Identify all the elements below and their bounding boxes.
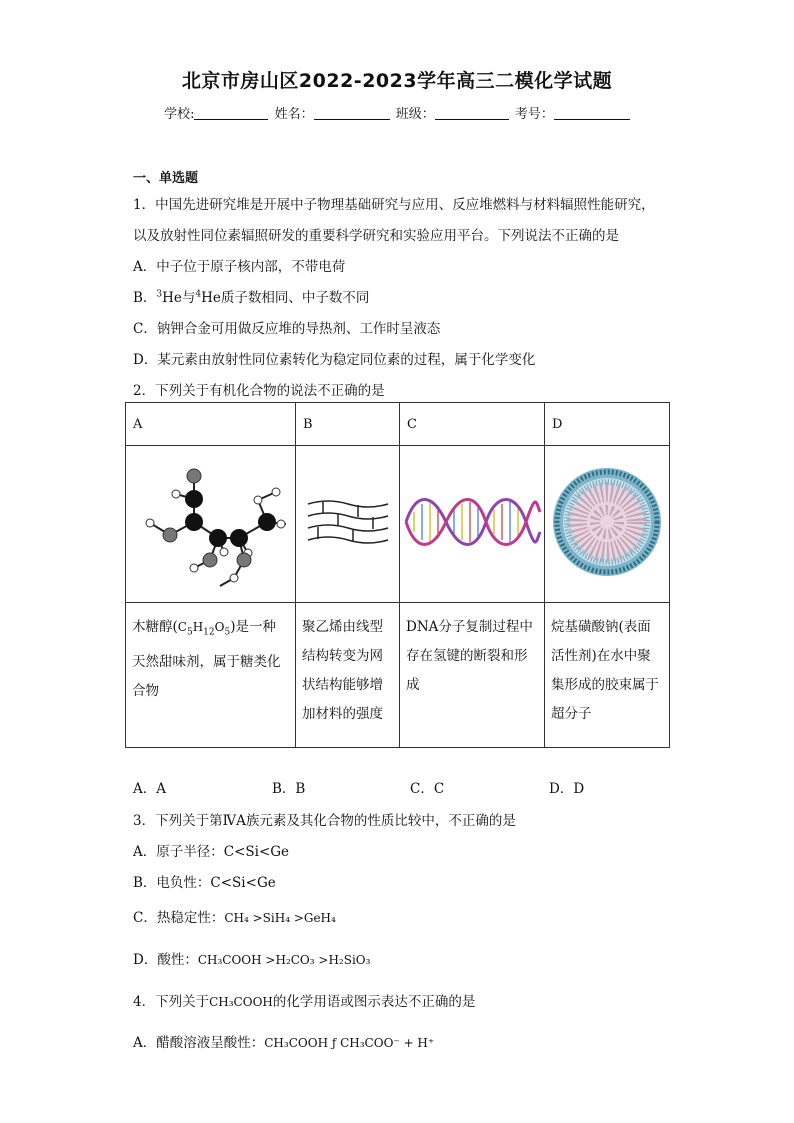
q2-choice-b[interactable]: B．B: [272, 781, 306, 797]
section-heading: 一、单选题: [133, 171, 199, 186]
q1-option-b[interactable]: [133, 286, 369, 306]
q1-stem-line2: 以及放射性同位素辐照研发的重要科学研究和实验应用平台。下列说法不正确的是: [133, 228, 619, 244]
q4-stem-pre: 4．下列关于: [133, 994, 210, 1010]
q3-d-formula: CH₃COOH >H₂CO₃ >H₂SiO₃: [197, 953, 371, 967]
q3-option-d[interactable]: [133, 948, 370, 968]
q4-stem: [133, 990, 475, 1010]
q3-option-a[interactable]: A．原子半径：C<Si<Ge: [133, 844, 290, 860]
he3-mass: 3: [156, 289, 163, 300]
q2-cell-a-pre: 木糖醇(: [132, 619, 178, 635]
q4-stem-post: 的化学用语或图示表达不正确的是: [272, 994, 476, 1010]
q4-a-label: A．醋酸溶液呈酸性：: [133, 1035, 265, 1051]
q2-header-a: A: [126, 403, 296, 446]
q2-cell-a-post: )是一种天然甜味剂，属于糖类化合物: [132, 619, 281, 699]
q2-cell-b: 聚乙烯由线型结构转变为网状结构能够增加材料的强度: [296, 603, 400, 748]
school-label: 学校:: [164, 107, 195, 122]
xylitol-h: H: [192, 620, 204, 634]
q1-b-and: 与: [181, 290, 196, 306]
q2-cell-c: DNA分子复制过程中存在氢键的断裂和形成: [400, 603, 545, 748]
q2-choice-a[interactable]: A．A: [133, 781, 166, 797]
class-blank[interactable]: [435, 105, 509, 120]
q2-stem: 2．下列关于有机化合物的说法不正确的是: [133, 383, 385, 399]
number-blank[interactable]: [554, 105, 630, 120]
xylitol-o: O: [214, 620, 225, 634]
xylitol-c: C: [177, 620, 187, 634]
q3-option-b[interactable]: B．电负性：C<Si<Ge: [133, 875, 276, 891]
xylitol-c-count: 5: [186, 627, 193, 638]
q1-option-d[interactable]: D．某元素由放射性同位素转化为稳定同位素的过程，属于化学变化: [133, 352, 536, 368]
xylitol-molecule-image: [126, 446, 296, 603]
q1-option-c[interactable]: C．钠钾合金可用做反应堆的导热剂、工作时呈液态: [133, 321, 441, 337]
school-blank[interactable]: [194, 105, 268, 120]
name-blank[interactable]: [314, 105, 390, 120]
micelle-image: [545, 446, 670, 603]
q3-c-formula: CH₄ >SiH₄ >GeH₄: [224, 911, 336, 925]
q2-choice-c[interactable]: C．C: [410, 781, 445, 797]
q2-choice-d[interactable]: D．D: [549, 781, 585, 797]
he3-symbol: He: [162, 290, 182, 306]
q2-cell-a: [126, 603, 296, 748]
q2-table: [125, 402, 670, 748]
q4-a-formula: CH₃COOH ƒ CH₃COO⁻ + H⁺: [264, 1036, 435, 1050]
class-label: 班级：: [395, 107, 435, 122]
q1-b-prefix: B．: [133, 290, 157, 306]
q2-cell-d: 烷基磺酸钠(表面活性剂)在水中聚集形成的胶束属于超分子: [545, 603, 670, 748]
he4-symbol: He: [201, 290, 221, 306]
q1-option-a[interactable]: A．中子位于原子核内部，不带电荷: [133, 259, 346, 275]
q1-b-rest: 质子数相同、中子数不同: [220, 290, 370, 306]
name-label: 姓名：: [274, 107, 314, 122]
exam-title: 北京市房山区2022-2023学年高三二模化学试题: [181, 70, 613, 92]
q3-option-c[interactable]: [133, 906, 336, 926]
q3-c-label: C．热稳定性：: [133, 910, 225, 926]
he4-mass: 4: [195, 289, 202, 300]
q2-header-d: D: [545, 403, 670, 446]
number-label: 考号：: [514, 107, 554, 122]
dna-helix-image: [400, 446, 545, 603]
student-info-line: [0, 103, 794, 122]
q2-header-b: B: [296, 403, 400, 446]
q1-stem-line1: 1．中国先进研究堆是开展中子物理基础研究与应用、反应堆燃料与材料辐照性能研究，: [133, 197, 655, 213]
q4-option-a[interactable]: [133, 1031, 434, 1051]
q3-d-label: D．酸性：: [133, 952, 198, 968]
q2-header-c: C: [400, 403, 545, 446]
q4-stem-formula: CH₃COOH: [209, 995, 273, 1009]
xylitol-h-count: 12: [203, 627, 215, 638]
polyethylene-network-image: [296, 446, 400, 603]
xylitol-o-count: 5: [224, 627, 231, 638]
q3-stem: 3．下列关于第ⅣA族元素及其化合物的性质比较中，不正确的是: [133, 813, 516, 829]
